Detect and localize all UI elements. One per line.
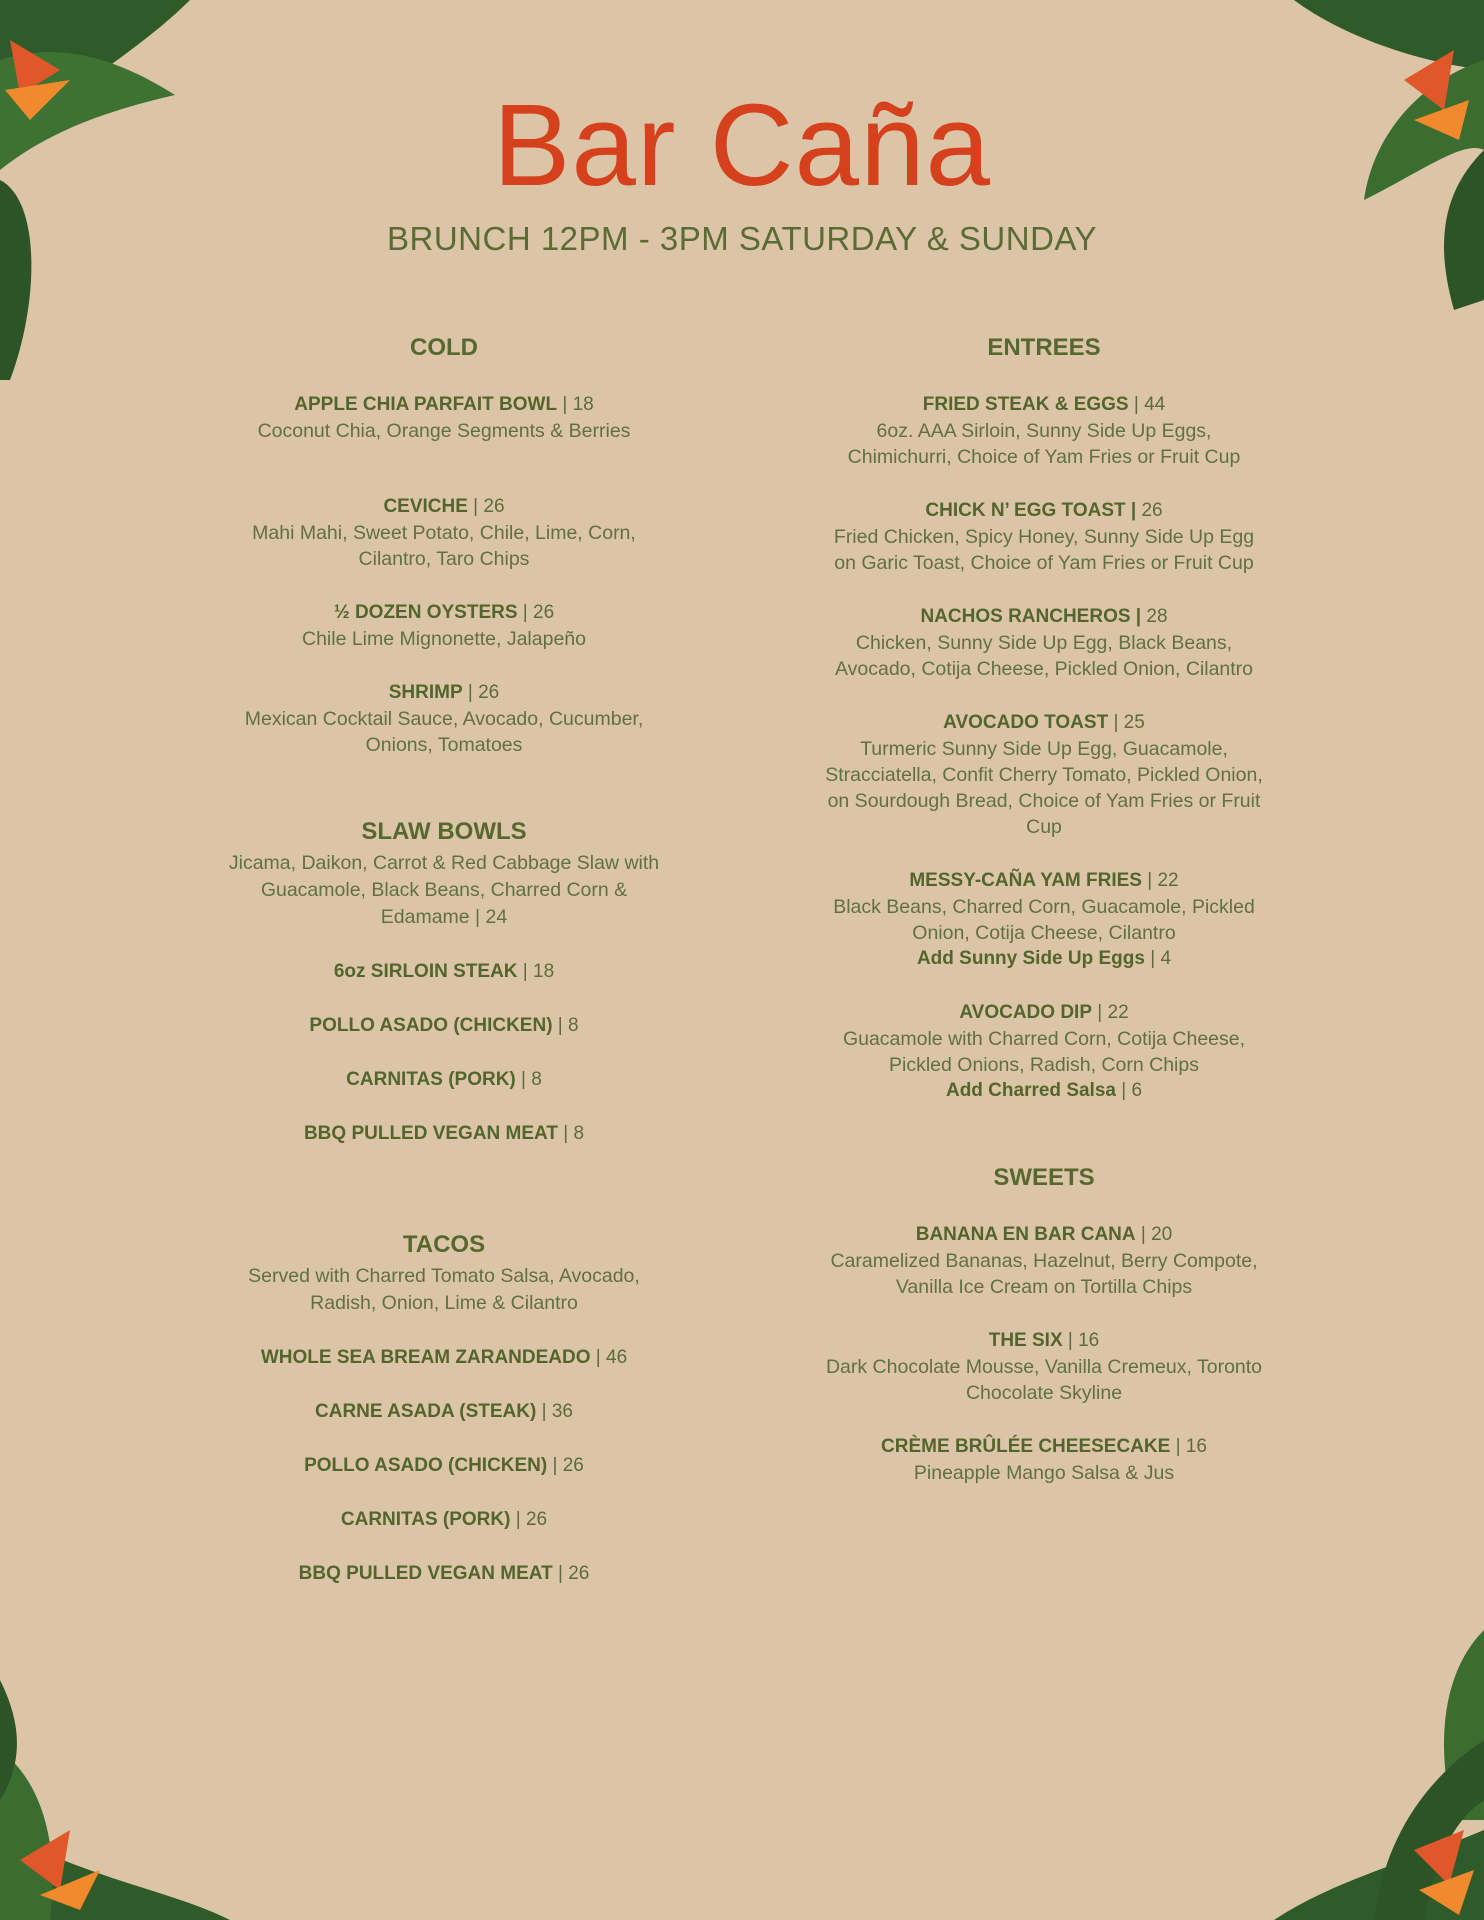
section-title-sweets: SWEETS xyxy=(993,1164,1095,1191)
menu-item: SHRIMP | 26 Mexican Cocktail Sauce, Avocado, Cucumber, Onions, Tomatoes xyxy=(244,682,644,756)
tropical-leaves-icon xyxy=(0,1500,230,1920)
menu-item: CARNITAS (PORK) | 8 xyxy=(346,1069,542,1090)
right-column xyxy=(824,334,1264,1514)
section-title-entrees: ENTREES xyxy=(987,334,1101,361)
menu-item: BBQ PULLED VEGAN MEAT | 26 xyxy=(298,1563,590,1584)
tropical-leaves-icon xyxy=(1254,1500,1484,1920)
menu-item: BBQ PULLED VEGAN MEAT | 8 xyxy=(303,1123,585,1144)
section-title-cold: COLD xyxy=(410,334,478,361)
menu-item: CARNE ASADA (STEAK) | 36 xyxy=(315,1401,573,1422)
section-title-slaw-bowls: SLAW BOWLS xyxy=(361,818,527,845)
restaurant-title: Bar Caña xyxy=(492,80,992,210)
menu-item: THE SIX | 16 Dark Chocolate Mousse, Vanilla Cremeux, Toronto Chocolate Skyline xyxy=(825,1330,1263,1404)
menu-item: POLLO ASADO (CHICKEN) | 8 xyxy=(309,1015,579,1036)
menu-item: CRÈME BRÛLÉE CHEESECAKE | 16 Pineapple Mango Salsa & Jus xyxy=(881,1436,1207,1484)
brunch-hours: BRUNCH 12PM - 3PM SATURDAY & SUNDAY xyxy=(386,220,1098,257)
menu-item: FRIED STEAK & EGGS | 44 6oz. AAA Sirloin, Sunny Side Up Eggs, Chimichurri, Choice of Yam Fries or Fruit Cup xyxy=(847,394,1241,468)
menu-item: WHOLE SEA BREAM ZARANDEADO | 46 xyxy=(260,1347,628,1368)
menu-item: NACHOS RANCHEROS | 28 Chicken, Sunny Side Up Egg, Black Beans, Avocado, Cotija Cheese, Pickled Onion, Cilantro xyxy=(834,606,1254,680)
menu-item: BANANA EN BAR CANA | 20 Caramelized Bananas, Hazelnut, Berry Compote, Vanilla Ice Cream on Tortilla Chips xyxy=(830,1224,1258,1298)
menu-item: MESSY-CAÑA YAM FRIES | 22 Black Beans, Charred Corn, Guacamole, Pickled Onion, Cotija Cheese, Cilantro Add Sunny Side Up Eggs | 4 xyxy=(833,870,1255,969)
section-title-tacos: TACOS xyxy=(402,1231,486,1258)
menu-item: CHICK N’ EGG TOAST | 26 Fried Chicken, Spicy Honey, Sunny Side Up Egg on Garic Toast, Choice of Yam Fries or Fruit Cup xyxy=(833,500,1255,574)
menu-item: 6oz SIRLOIN STEAK | 18 xyxy=(333,961,555,982)
menu-item: CARNITAS (PORK) | 26 xyxy=(340,1509,548,1530)
menu-item: CEVICHE | 26 Mahi Mahi, Sweet Potato, Chile, Lime, Corn, Cilantro, Taro Chips xyxy=(252,496,636,570)
menu-item: ½ DOZEN OYSTERS | 26 Chile Lime Mignonette, Jalapeño xyxy=(301,602,586,650)
menu-item: AVOCADO DIP | 22 Guacamole with Charred Corn, Cotija Cheese, Pickled Onions, Radish, Corn Chips Add Charred Salsa | 6 xyxy=(842,1002,1246,1101)
slaw-description: Jicama, Daikon, Carrot & Red Cabbage Slaw with Guacamole, Black Beans, Charred Corn & Edamame | 24 xyxy=(228,852,660,928)
menu-item: APPLE CHIA PARFAIT BOWL | 18 Coconut Chia, Orange Segments & Berries xyxy=(257,394,631,442)
menu-item: AVOCADO TOAST | 25 Turmeric Sunny Side Up Egg, Guacamole, Stracciatella, Confit Cherry Tomato, Pickled Onion, on Sourdough Bread, Choice of Yam Fries or Fruit Cup xyxy=(825,712,1263,838)
left-column xyxy=(222,334,666,1615)
tacos-description: Served with Charred Tomato Salsa, Avocado, Radish, Onion, Lime & Cilantro xyxy=(248,1265,640,1314)
menu-item: POLLO ASADO (CHICKEN) | 26 xyxy=(304,1455,584,1476)
